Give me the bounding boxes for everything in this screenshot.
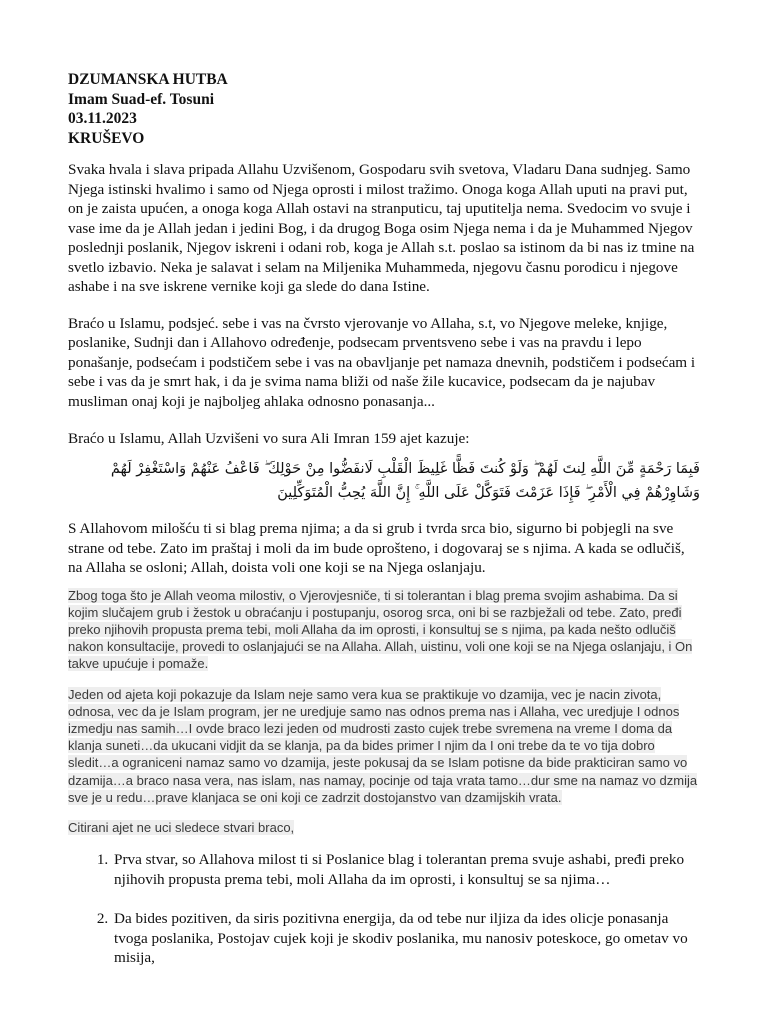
imam-name: Imam Suad-ef. Tosuni <box>68 90 215 108</box>
document-title: DZUMANSKA HUTBA <box>68 71 228 88</box>
islam-way-of-life-paragraph <box>68 686 700 806</box>
location: KRUŠEVO <box>68 129 145 147</box>
list-item: 2. Da bides pozitiven, da siris pozitivna energija, da od tebe nur iljiza da ides olicje ponasanja tvoga poslanika, Postojav cujek koji je skodiv poslanika, mu nanosiv poteskoce, go ometav vo misija, <box>112 909 700 968</box>
islam-way-of-life-text: Jeden od ajeta koji pokazuje da Islam neje samo vera kua se praktikuje vo dzamija, vec je nacin zivota, odnosa, vec da je Islam program, jer ne uredjuje samo nas odnos prema nas i Allaha, vec uredjuje I odnos izmedju nas samih…I ovde braco lezi jeden od mudrosti zasto cujek trebe svremena na vreme I doma da klanja suneti…da ukucani vidjit da se klanja, pa da bides primer I njim da I oni trebe da te vo tija dobro sledit…a ograniceni namaz samo vo dzamija, jeste pokusaj da se Islam potisne da bide prakticiran samo vo dzamija…a braco nasa vera, nas islam, nas namay, pocinje od taja vrata tamo…dur sme na namaz vo dzmija sve je u redu…prave klanjaca se oni koji ce zadrzit dostojanstvo van dzamijskih vrata. <box>68 686 698 805</box>
cited-verse-lead <box>68 819 700 836</box>
tafsir-paragraph <box>68 587 700 673</box>
tafsir-text: Zbog toga što je Allah veoma milostiv, o Vjerovjesniče, ti si tolerantan i blag prema svojim ashabima. Da si kojim slučajem grub i žestok u obraćanju i postupanju, osorog srca, oni bi se razbježali od tebe. Zato, pređi preko njihovih propusta prema tebi, moli Allaha da im oprosti, i konsultuj se s njima, pa kada nešto odlučiš nakon konsultacije, provedi to oslanjajući se na Allaha. Allah, uistinu, voli one koji se na Njega oslanjaju, i On takve upućuje i pomaže. <box>68 587 693 672</box>
document-header <box>68 70 700 148</box>
document-date: 03.11.2023 <box>68 110 137 127</box>
ayah-intro: Braćo u Islamu, Allah Uzvišeni vo sura Ali Imran 159 ajet kazuje: <box>68 430 470 447</box>
cited-verse-lead-text: Citirani ajet ne uci sledece stvari braco, <box>68 819 295 835</box>
verse-translation: S Allahovom milošću ti si blag prema njima; a da si grub i tvrda srca bio, sigurno bi pobjegli na sve strane od tebe. Zato im praštaj i moli da im bude oprošteno, i dogovaraj se s njima. A kada se odlučiš, na Allaha se osloni; Allah, doista voli one koji se na Njega oslanjaju. <box>68 520 685 576</box>
intro-paragraph: Svaka hvala i slava pripada Allahu Uzvišenom, Gospodaru svih svetova, Vladaru Dana sudnjeg. Samo Njega istinski hvalimo i samo od Njega oprosti i milost tražimo. Onoga koga Allah uputi na pravi put, on je zaista upućen, a onoga koga Allah ostavi na stranputicu, taj uputitelja nema. Svedocim vo svuje i vase ime da je Allah jedan i jedini Bog, i da drugog Boga osim Njega nema i da je Muhammed Njegov poslednji poslanik, Njegov iskreni i odani rob, koga je Allah s.t. poslao sa istinom da bi nas iz tmine na svetlo izbavio. Neka je salavat i selam na Miljenika Muhammeda, njegovu časnu porodicu i njegove ashabe i na sve iskrene vernike koji ga slede do dana Istine. <box>68 161 695 295</box>
brothers-paragraph: Braćo u Islamu, podsjeć. sebe i vas na čvrsto vjerovanje vo Allaha, s.t, vo Njegove meleke, knjige, poslanike, Sudnji dan i Allahovo određenje, podsecam prventsveno sebe i vas na pravdu i lepo ponašanje, podsećam i podstičem sebe i vas na obavljanje pet namaza dnevnih, podstičem i podsećam i sebe i vas da je smrt hak, i da je svima nama bliži od naše žile kucavice, podsecam da je najubav musliman onaj koji je najboljeg ahlaka odnosno ponasanja... <box>68 314 696 410</box>
lessons-list <box>68 850 700 968</box>
arabic-verse: فَبِمَا رَحْمَةٍ مِّنَ اللَّهِ لِنتَ لَهُمْ ۖ وَلَوْ كُنتَ فَظًّا غَلِيظَ الْقَلْبِ لَانفَضُّوا مِنْ حَوْلِكَ ۖ فَاعْفُ عَنْهُمْ وَاسْتَغْفِرْ لَهُمْ وَشَاوِرْهُمْ فِي الْأَمْرِ ۖ فَإِذَا عَزَمْتَ فَتَوَكَّلْ عَلَى اللَّهِ ۚ إِنَّ اللَّهَ يُحِبُّ الْمُتَوَكِّلِينَ <box>110 460 700 501</box>
list-item: 1. Prva stvar, so Allahova milost ti si Poslanice blag i tolerantan prema svuje ashabi, pređi preko njihovih propusta prema tebi, moli Allaha da im oprosti, i konsultuj se sa njima… <box>112 850 700 889</box>
